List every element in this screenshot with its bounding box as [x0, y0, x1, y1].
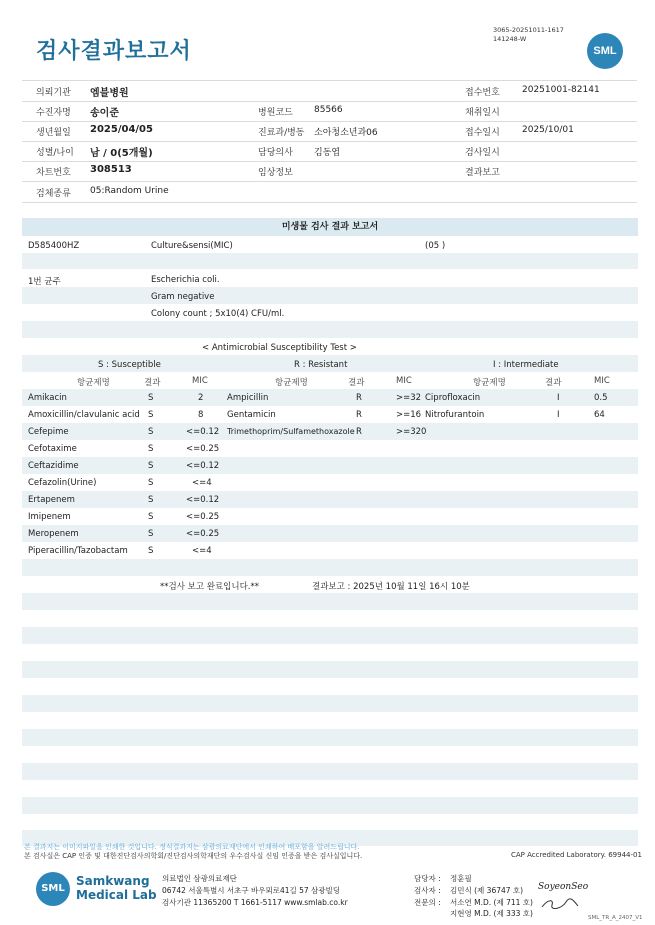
image-print-notice: 본 결과지는 이미지파일을 인쇄한 것입니다. 정식결과지는 삼광의료재단에서 인쇄하여 배포함을 알려드립니다. — [24, 843, 360, 851]
col-mic-3: MIC — [594, 376, 610, 386]
ast-drug: Cefotaxime — [28, 444, 77, 454]
signature-image: SoyeonSeo — [538, 882, 589, 892]
row-band — [22, 559, 638, 576]
col-drug-3: 항균제명 — [473, 378, 506, 388]
value-hospital-code: 85566 — [314, 105, 343, 115]
value-requesting-org: 엠블병원 — [90, 88, 129, 99]
report-title: 검사결과보고서 — [36, 39, 192, 64]
organism-name: Escherichia coli. — [151, 275, 220, 285]
row-band — [22, 763, 638, 780]
label-receipt-number: 접수번호 — [465, 88, 500, 98]
ast-drug: Imipenem — [28, 512, 71, 522]
cap-accreditation: CAP Accredited Laboratory. 69944-01 — [511, 851, 642, 859]
ast-mic: <=0.25 — [186, 512, 220, 522]
staff-role: 담당자 : — [414, 874, 441, 883]
ast-result: S — [148, 427, 154, 437]
ast-drug: Ertapenem — [28, 495, 75, 505]
footer-address: 06742 서울특별시 서초구 바우뫼로41길 57 삼광빌딩 — [162, 886, 341, 895]
ast-drug: Amikacin — [28, 393, 67, 403]
ast-drug: Piperacillin/Tazobactam — [28, 546, 128, 556]
label-hospital-code: 병원코드 — [258, 108, 293, 118]
ast-result: S — [148, 512, 154, 522]
label-requesting-org: 의뢰기관 — [36, 88, 71, 98]
ast-drug: Cefazolin(Urine) — [28, 478, 97, 488]
ast-result: R — [356, 393, 362, 403]
row-band — [22, 491, 638, 508]
legend-susceptible: S : Susceptible — [98, 360, 161, 370]
ast-mic: <=0.12 — [186, 427, 220, 437]
label-department: 진료과/병동 — [258, 128, 305, 138]
ast-result: S — [148, 444, 154, 454]
sml-logo: SML — [587, 33, 623, 69]
label-test-time: 검사일시 — [465, 148, 500, 158]
value-specimen-type: 05:Random Urine — [90, 186, 169, 196]
staff-name: 정훈필 — [450, 874, 472, 883]
ast-drug: Meropenem — [28, 529, 79, 539]
signature-scribble — [540, 897, 580, 911]
ast-result: I — [557, 393, 560, 403]
ast-result: R — [356, 410, 362, 420]
row-band — [22, 321, 638, 338]
test-code: D585400HZ — [28, 241, 80, 251]
test-name: Culture&sensi(MIC) — [151, 241, 233, 251]
col-mic-2: MIC — [396, 376, 412, 386]
divider — [22, 202, 637, 203]
footer-brand: Samkwang Medical Lab — [76, 874, 157, 902]
staff-name: 김민식 (제 36747 호) — [450, 886, 524, 895]
ast-result: S — [148, 393, 154, 403]
row-band — [22, 287, 638, 304]
ast-result: S — [148, 529, 154, 539]
label-collection-time: 채취일시 — [465, 108, 500, 118]
ast-mic: >=32 — [396, 393, 422, 403]
report-timestamp: 결과보고 : 2025년 10월 11일 16시 10분 — [312, 582, 470, 592]
divider — [22, 161, 637, 162]
staff-name: 지현영 M.D. (제 333 호) — [450, 909, 533, 918]
specimen-code: (05 ) — [425, 241, 446, 251]
footer-contact: 검사기관 11365200 T 1661-5117 www.smlab.co.kr — [162, 898, 348, 907]
row-band — [22, 729, 638, 746]
ast-drug: Ceftazidime — [28, 461, 79, 471]
value-birth-date: 2025/04/05 — [90, 124, 153, 135]
col-result-1: 결과 — [144, 378, 161, 388]
form-id: SML_TR_A_2407_V1 — [588, 915, 643, 921]
row-band — [22, 389, 638, 406]
ast-mic: >=16 — [396, 410, 422, 420]
accreditation-notice: 본 검사실은 CAP 인증 및 대한진단검사의학회/진단검사의학재단의 우수검사실 신임 인증을 받은 검사실입니다. — [24, 852, 363, 860]
label-patient-name: 수진자명 — [36, 108, 71, 118]
value-receipt-time: 2025/10/01 — [522, 125, 574, 135]
ast-title: < Antimicrobial Susceptibility Test > — [202, 343, 357, 353]
footer-sml-logo: SML — [36, 872, 70, 906]
value-chart-number: 308513 — [90, 164, 132, 175]
ast-mic: <=4 — [192, 546, 212, 556]
ast-result: I — [557, 410, 560, 420]
value-physician: 김동엽 — [314, 148, 341, 158]
ast-result: S — [148, 478, 154, 488]
legend-resistant: R : Resistant — [294, 360, 348, 370]
label-clinical-info: 임상정보 — [258, 168, 293, 178]
document-id: 3065-20251011-1617 141248-W — [493, 26, 564, 43]
label-sex-age: 성별/나이 — [36, 148, 74, 158]
section-title: 미생물 검사 결과 보고서 — [22, 218, 638, 236]
isolate-label: 1번 균주 — [28, 277, 61, 287]
report-complete-message: **검사 보고 완료입니다.** — [160, 582, 260, 592]
row-band — [22, 797, 638, 814]
ast-result: S — [148, 495, 154, 505]
ast-drug: Ciprofloxacin — [425, 393, 481, 403]
ast-mic: <=0.25 — [186, 444, 220, 454]
divider — [22, 181, 637, 182]
col-result-2: 결과 — [348, 378, 365, 388]
ast-mic: <=0.25 — [186, 529, 220, 539]
divider — [22, 141, 637, 142]
divider — [22, 80, 637, 81]
ast-result: S — [148, 410, 154, 420]
staff-role: 검사자 : — [414, 886, 441, 895]
value-patient-name: 송이준 — [90, 108, 119, 119]
row-band — [22, 457, 638, 474]
staff-role: 전문의 : — [414, 898, 441, 907]
value-department: 소아청소년과06 — [314, 128, 378, 138]
row-band — [22, 593, 638, 610]
row-band — [22, 661, 638, 678]
footer-org: 의료법인 삼광의료재단 — [162, 874, 237, 883]
label-receipt-time: 접수일시 — [465, 128, 500, 138]
ast-result: S — [148, 461, 154, 471]
ast-drug: Trimethoprim/Sulfamethoxazole — [227, 427, 355, 436]
ast-drug: Ampicillin — [227, 393, 269, 403]
gram-stain: Gram negative — [151, 292, 215, 302]
col-drug-2: 항균제명 — [275, 378, 308, 388]
ast-result: S — [148, 546, 154, 556]
legend-intermediate: I : Intermediate — [493, 360, 559, 370]
row-band — [22, 695, 638, 712]
label-physician: 담당의사 — [258, 148, 293, 158]
ast-mic: >=320 — [396, 427, 427, 437]
ast-mic: 8 — [198, 410, 204, 420]
divider — [22, 121, 637, 122]
ast-mic: 64 — [594, 410, 605, 420]
ast-mic: <=4 — [192, 478, 212, 488]
ast-drug: Cefepime — [28, 427, 69, 437]
label-birth-date: 생년월일 — [36, 128, 71, 138]
staff-name: 서소연 M.D. (제 711 호) — [450, 898, 533, 907]
ast-drug: Amoxicillin/clavulanic acid — [28, 410, 140, 420]
col-drug-1: 항균제명 — [77, 378, 110, 388]
ast-mic: <=0.12 — [186, 495, 220, 505]
colony-count: Colony count ; 5x10(4) CFU/ml. — [151, 309, 285, 319]
row-band — [22, 525, 638, 542]
value-receipt-number: 20251001-82141 — [522, 85, 600, 95]
ast-drug: Nitrofurantoin — [425, 410, 485, 420]
ast-mic: 2 — [198, 393, 204, 403]
row-band — [22, 627, 638, 644]
col-result-3: 결과 — [545, 378, 562, 388]
ast-mic: 0.5 — [594, 393, 608, 403]
ast-mic: <=0.12 — [186, 461, 220, 471]
divider — [22, 101, 637, 102]
row-band — [22, 253, 638, 269]
label-result-report: 결과보고 — [465, 168, 500, 178]
col-mic-1: MIC — [192, 376, 208, 386]
value-sex-age: 남 / 0(5개월) — [90, 148, 153, 159]
ast-result: R — [356, 427, 362, 437]
label-specimen-type: 검체종류 — [36, 189, 71, 199]
ast-drug: Gentamicin — [227, 410, 276, 420]
label-chart-number: 차트번호 — [36, 168, 71, 178]
